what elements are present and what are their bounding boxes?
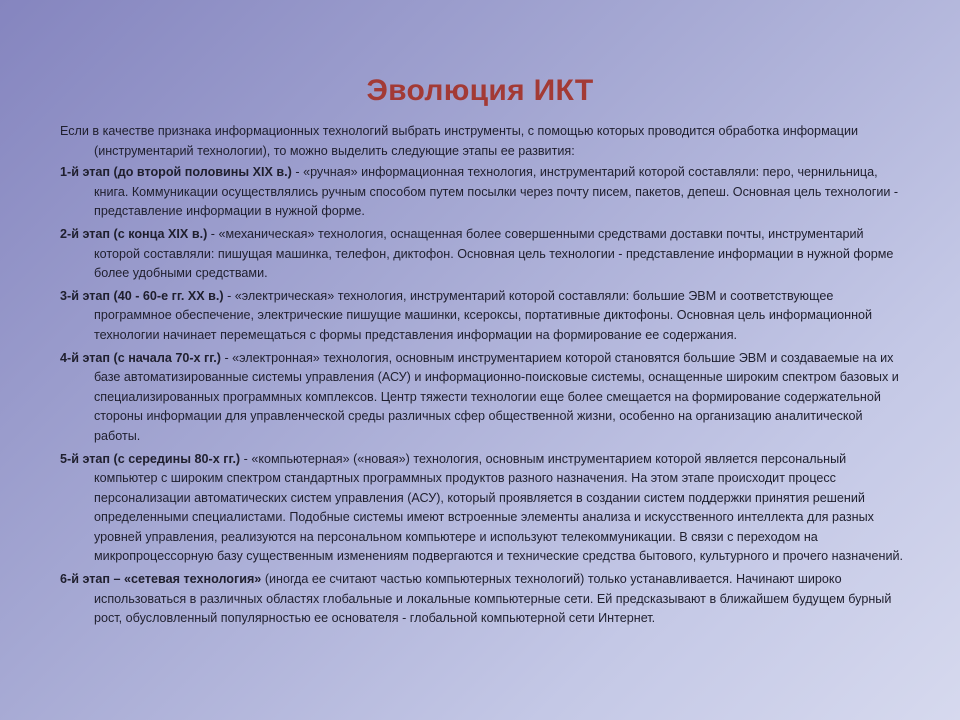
stage-label: 6-й этап – «сетевая технология»: [60, 572, 262, 587]
stage-paragraph-3: [60, 287, 910, 346]
stage-label: 1-й этап (до второй половины XIX в.): [60, 165, 292, 180]
intro-paragraph: Если в качестве признака информационных технологий выбрать инструменты, с помощью которых проводится обработка информации (инструментарий технологии), то можно выделить следующие этапы ее развития:: [60, 124, 859, 158]
slide-title: Эволюция ИКТ: [366, 74, 594, 107]
stage-paragraph-4: [60, 349, 910, 447]
stage-paragraph-2: [60, 225, 910, 284]
stage-paragraph-1: [60, 163, 910, 222]
stage-text: - «электронная» технология, основным инструментарием которой становятся большие ЭВМ и создаваемые на их базе автоматизированные системы управления (АСУ) и информационно-поисковые системы, оснащенные широким спектром базовых и специализированных программных комплексов. Центр тяжести технологии еще более смещается на формирование содержательной стороны информации для управленческой среды различных сфер общественной жизни, особенно на организацию аналитической работы.: [94, 350, 899, 443]
stage-text: - «механическая» технология, оснащенная более совершенными средствами доставки почты, инструментарий которой составляли: пишущая машинка, телефон, диктофон. Основная цель технологии - представление информации в нужной форме более удобными средствами.: [94, 226, 894, 281]
stage-label: 2-й этап (с конца XIX в.): [60, 226, 208, 241]
stage-text: - «ручная» информационная технология, инструментарий которой составляли: перо, чернильница, книга. Коммуникации осуществлялись ручным способом путем посылки через почту писем, пакетов, депеш. Основная цель технологии - представление информации в нужной форме.: [94, 165, 899, 219]
stage-text: (иногда ее считают частью компьютерных технологий) только устанавливается. Начинают широко использоваться в различных областях глобальные и локальные компьютерные сети. Ей предсказывают в ближайшем будущем бурный рост, обусловленный популярностью ее основателя - глобальной компьютерной сети Интернет.: [94, 572, 892, 626]
stage-label: 3-й этап (40 - 60-е гг. XX в.): [60, 288, 224, 303]
stage-text: - «компьютерная» («новая») технология, основным инструментарием которой является персональный компьютер с широким спектром стандартных программных продуктов разного назначения. На этом этапе происходит процесс персонализации автоматических систем управления (АСУ), который проявляется в создании систем поддержки принятия решений определенными специалистами. Подобные системы имеют встроенные элементы анализа и искусственного интеллекта для разных уровней управления, реализуются на персональном компьютере и используют телекоммуникации. В связи с переходом на микропроцессорную базу существенным изменениям подвергаются и технические средства бытового, культурного и прочего назначений.: [94, 451, 904, 564]
stage-paragraph-5: [60, 450, 910, 568]
stage-label: 4-й этап (с начала 70-х гг.): [60, 350, 221, 365]
stage-text: - «электрическая» технология, инструментарий которой составляли: большие ЭВМ и соответствующее программное обеспечение, электрические пишущие машинки, ксероксы, портативные диктофоны. Основная цель информационной технологии начинает перемещаться с формы представления информации на формирование ее содержания.: [94, 288, 873, 342]
stage-paragraph-6: [60, 570, 910, 629]
slide-body: [60, 122, 910, 632]
stage-label: 5-й этап (с середины 80-х гг.): [60, 451, 241, 466]
